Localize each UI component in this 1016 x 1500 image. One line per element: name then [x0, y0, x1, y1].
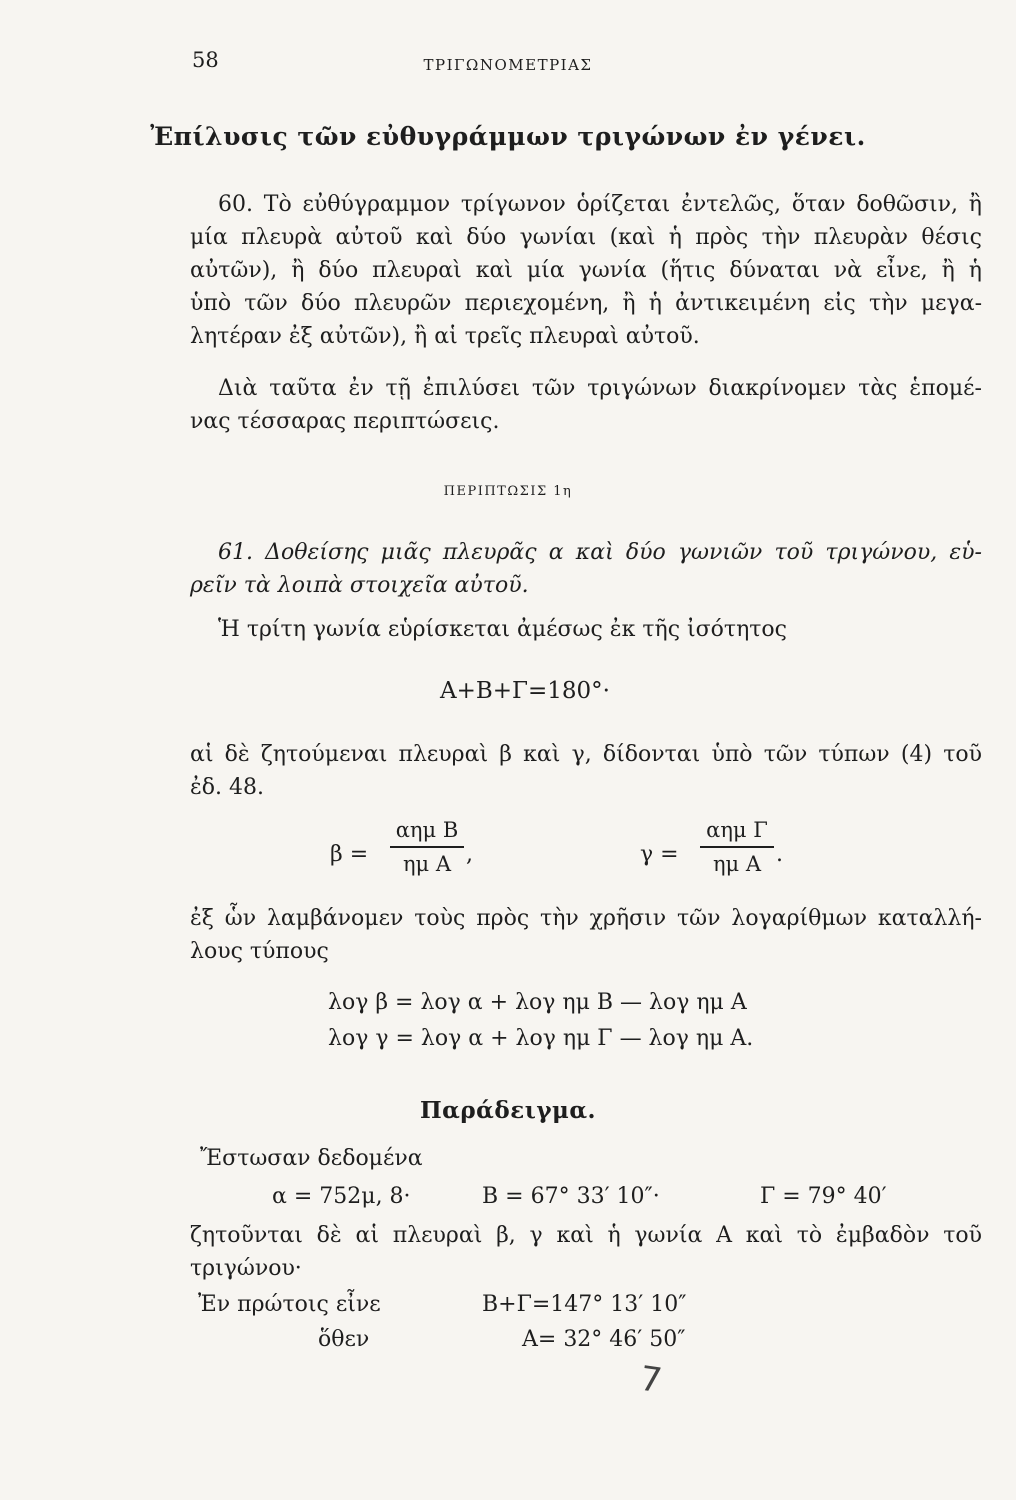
- third-angle-text: [190, 613, 982, 646]
- text-line: μία πλευρὰ αὐτοῦ καὶ δύο γωνίαι (καὶ ἡ πρὸς τὴν πλευρὰν θέσις: [190, 225, 982, 250]
- section-title: Ἐπίλυσις τῶν εὐθυγράμμων τριγώνων ἐν γένει.: [150, 122, 866, 151]
- log-intro-text: [190, 902, 982, 968]
- page-number: 58: [192, 48, 219, 72]
- fraction-bar: [390, 846, 464, 848]
- gamma-lhs: γ =: [640, 842, 679, 867]
- first-label: Ἐν πρώτοις εἶνε: [198, 1292, 381, 1317]
- running-head: ΤΡΙΓΩΝΟΜΕΤΡΙΑΣ: [423, 56, 593, 74]
- text-line: ἐξ ὧν λαμβάνομεν τοὺς πρὸς τὴν χρῆσιν τῶν λογαρίθμων καταλλή-: [190, 906, 982, 931]
- text-line: Ἡ τρίτη γωνία εὑρίσκεται ἀμέσως ἐκ τῆς ἰσότητος: [218, 617, 787, 642]
- given-a: α = 752μ, 8·: [272, 1184, 411, 1209]
- beta-fraction: [390, 818, 464, 876]
- paragraph-61-statement: [190, 536, 982, 602]
- fraction-denominator: ημ Α: [712, 851, 762, 876]
- text-line: ὑπὸ τῶν δύο πλευρῶν περιεχομένη, ἢ ἡ ἀντικειμένη εἰς τὴν μεγα-: [190, 291, 982, 316]
- text-line: 61. Δοθείσης μιᾶς πλευρᾶς α καὶ δύο γωνιῶν τοῦ τριγώνου, εὑ-: [218, 540, 982, 565]
- first-value: Β+Γ=147° 13′ 10″: [482, 1292, 687, 1317]
- hence-value: Α= 32° 46′ 50″: [522, 1327, 686, 1352]
- fraction-bar: [700, 846, 774, 848]
- text-line: αὐτῶν), ἢ δύο πλευραὶ καὶ μία γωνία (ἥτις δύναται νὰ εἶνε, ἢ ἡ: [190, 258, 982, 283]
- handwritten-mark: 7: [637, 1358, 665, 1402]
- text-line: ρεῖν τὰ λοιπὰ στοιχεῖα αὐτοῦ.: [190, 573, 529, 598]
- case-title: ΠΕΡΙΠΤΩΣΙΣ 1η: [443, 484, 573, 499]
- angle-sum-equation: Α+Β+Γ=180°·: [440, 678, 610, 704]
- text-line: ζητοῦνται δὲ αἱ πλευραὶ β, γ καὶ ἡ γωνία Α καὶ τὸ ἐμβαδὸν τοῦ: [190, 1223, 982, 1248]
- text-line: 60. Τὸ εὐθύγραμμον τρίγωνον ὁρίζεται ἐντελῶς, ὅταν δοθῶσιν, ἢ: [218, 192, 982, 217]
- given-G: Γ = 79° 40′: [760, 1184, 887, 1209]
- text-line: λητέραν ἐξ αὐτῶν), ἢ αἱ τρεῖς πλευραὶ αὐτοῦ.: [190, 324, 700, 349]
- gamma-tail: .: [776, 842, 783, 867]
- paragraph-60: [190, 188, 982, 353]
- gamma-fraction: [700, 818, 774, 876]
- paragraph-cases: [190, 372, 982, 438]
- log-beta-formula: λογ β = λογ α + λογ ημ Β — λογ ημ Α: [328, 990, 747, 1015]
- beta-lhs: β =: [330, 842, 369, 867]
- text-line: Διὰ ταῦτα ἐν τῇ ἐπιλύσει τῶν τριγώνων διακρίνομεν τὰς ἑπομέ-: [218, 376, 982, 401]
- beta-tail: ,: [466, 842, 473, 867]
- text-line: λους τύπους: [190, 939, 329, 964]
- text-line: αἱ δὲ ζητούμεναι πλευραὶ β καὶ γ, δίδονται ὑπὸ τῶν τύπων (4) τοῦ: [190, 742, 982, 767]
- sides-text: [190, 738, 982, 804]
- text-line: νας τέσσαρας περιπτώσεις.: [190, 409, 500, 434]
- hence-label: ὅθεν: [318, 1327, 370, 1352]
- given-B: Β = 67° 33′ 10″·: [482, 1184, 660, 1209]
- given-label: Ἔστωσαν δεδομένα: [200, 1146, 423, 1171]
- sought-text: [190, 1219, 982, 1285]
- example-title: Παράδειγμα.: [419, 1097, 597, 1124]
- log-gamma-formula: λογ γ = λογ α + λογ ημ Γ — λογ ημ Α.: [328, 1026, 754, 1051]
- text-line: ἐδ. 48.: [190, 775, 265, 800]
- fraction-numerator: αημ Γ: [706, 818, 768, 842]
- fraction-numerator: αημ Β: [395, 818, 459, 842]
- fraction-denominator: ημ Α: [402, 851, 452, 876]
- text-line: τριγώνου·: [190, 1256, 302, 1281]
